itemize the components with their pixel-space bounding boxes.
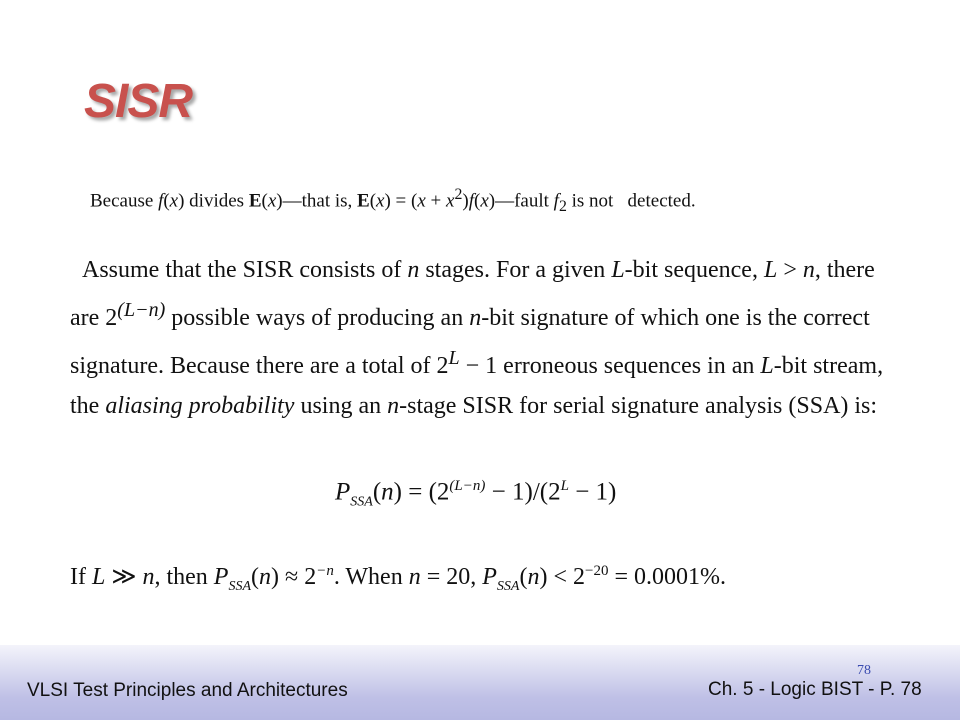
aliasing-equation: $P_{SSA}(n) = (2^{(L-n)} - 1)/(2^L - 1)$ bbox=[335, 478, 617, 510]
chapter-page-label: Ch. 5 - Logic BIST - P. 78 bbox=[708, 679, 922, 700]
course-title: VLSI Test Principles and Architectures bbox=[27, 680, 348, 701]
fault-detection-line: Because f(x) divides E(x)—that is, $E(x) = (x + x^2)f(x)—fault$ $f_2$ is not detected. bbox=[90, 186, 696, 216]
content-image bbox=[52, 170, 914, 645]
approximation-line: If L ≫ n, then $P_{SSA}(n) \approx 2^{-n}$. When n = 20, $P_{SSA}(n) < 2^{-20} = 0.0001\%$. bbox=[70, 563, 727, 594]
slide-title: SISR bbox=[84, 75, 193, 128]
page-number-small: 78 bbox=[857, 663, 871, 678]
aliasing-paragraph: Assume that the SISR consists of n stages. For a given L-bit sequence, L > n, there are $2^{(L-n)}$ possible ways of producing an n-bit signature of which one is the correct signature. Because there are a total of $2^L - 1$ erroneous sequences in an L-bit stream, the aliasing probability using an n-stage SISR for serial signature analysis (SSA) is: bbox=[70, 257, 884, 419]
